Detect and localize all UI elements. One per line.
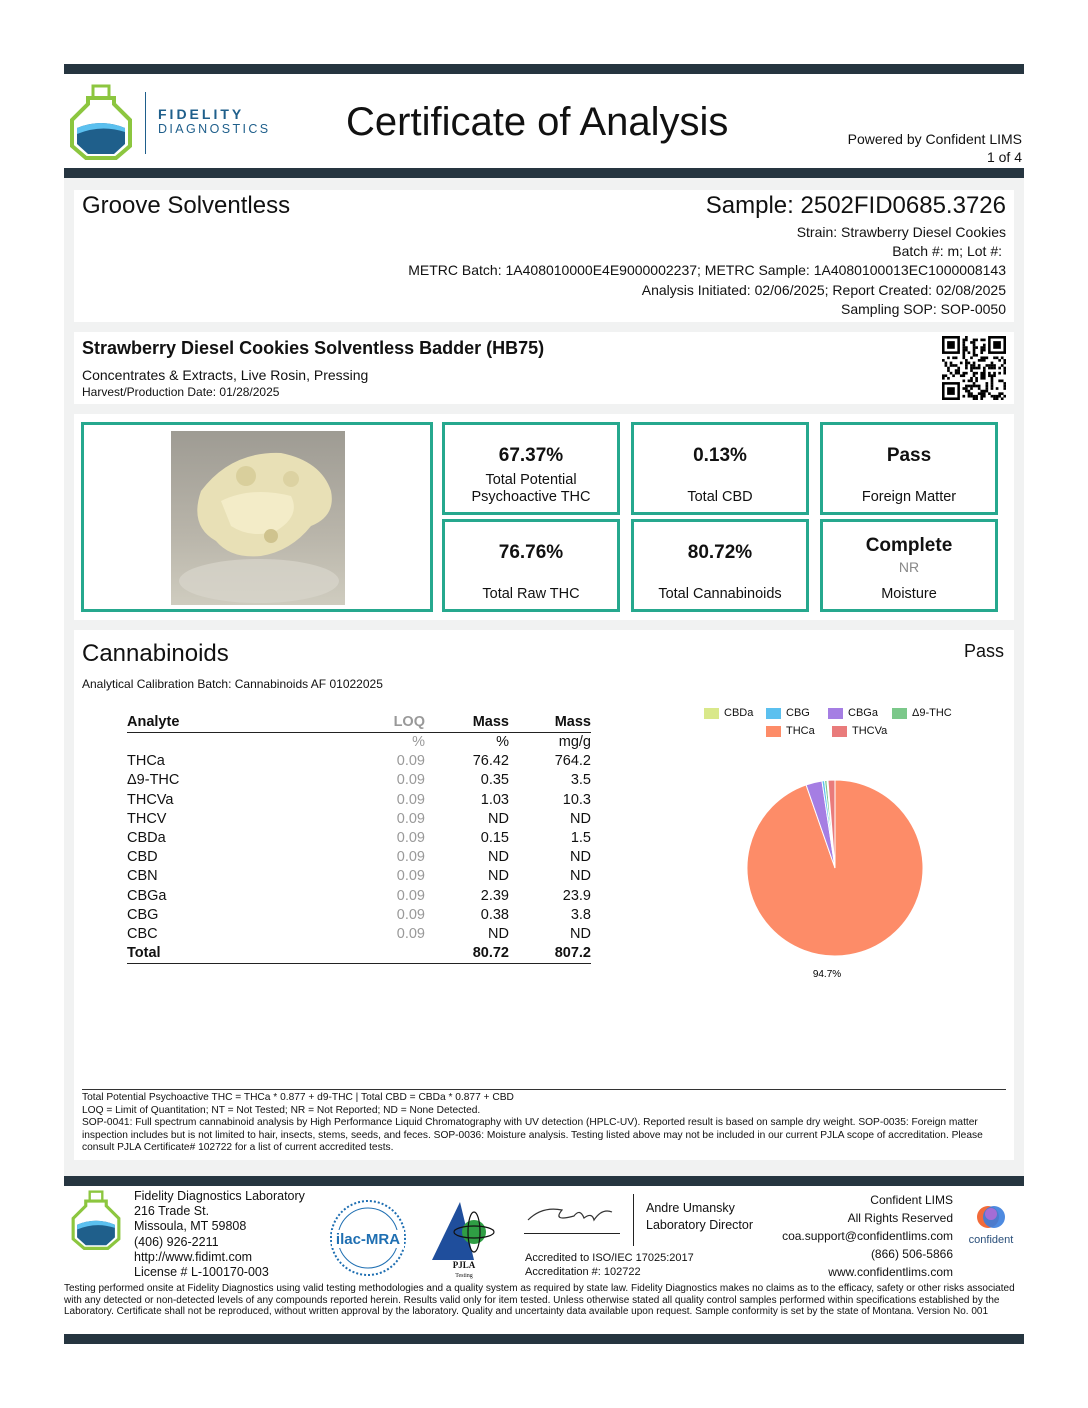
confident-logo: confident (962, 1202, 1020, 1250)
note-abbrev: LOQ = Limit of Quantitation; NT = Not Tested; NR = Not Reported; ND = None Detected. (82, 1104, 481, 1116)
logo-name: FIDELITY (158, 106, 245, 122)
summary-value: 76.76% (498, 542, 564, 563)
legend-swatch (704, 708, 719, 719)
col-loq: LOQ (327, 712, 425, 733)
ilac-mra-logo (328, 1198, 408, 1278)
director-name: Andre Umansky (646, 1201, 735, 1215)
director-divider (633, 1194, 634, 1246)
cannabinoid-pie-chart (740, 772, 932, 984)
footer-top-bar (64, 1176, 1024, 1186)
legend-label: CBGa (848, 707, 878, 719)
legend-swatch (828, 708, 843, 719)
legend-item (832, 725, 887, 737)
fidelity-logo (68, 84, 134, 160)
sampling-sop: Sampling SOP: SOP-0050 (841, 301, 1006, 317)
lab-website-link[interactable]: http://www.fidimt.com (134, 1249, 253, 1264)
legend-label: Δ9-THC (912, 707, 952, 719)
summary-value: 0.13% (693, 445, 747, 466)
summary-label: Total Potential Psychoactive THC (471, 472, 591, 505)
legend-item (766, 707, 810, 719)
confident-info: Confident LIMS All Rights Reserved coa.support@confidentlims.com (866) 506-5866 www.confidentlims.com (782, 1193, 953, 1279)
legend-label: THCVa (852, 725, 888, 737)
logo-divider (145, 92, 146, 154)
product-name: Strawberry Diesel Cookies Solventless Badder (HB75) (82, 338, 545, 358)
notes-rule (82, 1089, 1006, 1090)
cannabinoids-title: Cannabinoids (82, 640, 229, 667)
signature-line (524, 1233, 620, 1234)
header-bottom-bar (64, 168, 1024, 178)
analysis-dates: Analysis Initiated: 02/06/2025; Report Created: 02/08/2025 (641, 282, 1006, 298)
table-row: CBG 0.09 0.38 3.8 (127, 906, 591, 923)
cannabinoids-status: Pass (963, 641, 1004, 661)
legend-swatch (766, 726, 781, 737)
summary-panel (74, 414, 1014, 620)
summary-sub: NR (898, 559, 920, 575)
summary-tile-foreign-matter (820, 422, 998, 515)
table-row: CBDa 0.09 0.15 1.5 (127, 830, 591, 847)
summary-label: Moisture (881, 586, 937, 602)
total-row: Total 80.72 807.2 (127, 944, 591, 964)
note-formula: Total Potential Psychoactive THC = THCa * 0.877 + d9-THC | Total CBD = CBDa * 0.877 + CBD (82, 1092, 514, 1103)
product-category: Concentrates & Extracts, Live Rosin, Pressing (82, 367, 369, 383)
notes (82, 1092, 1006, 1155)
table-row: CBC 0.09 ND ND (127, 925, 591, 942)
table-row: Δ9-THC 0.09 0.35 3.5 (127, 772, 591, 789)
top-bar (64, 64, 1024, 74)
product-panel (74, 332, 1014, 404)
strain: Strain: Strawberry Diesel Cookies (796, 224, 1006, 240)
iso-accreditation: Accredited to ISO/IEC 17025:2017 (525, 1252, 694, 1264)
confident-website-link[interactable]: www.confidentlims.com (828, 1265, 953, 1279)
svg-text:PJLA: PJLA (452, 1260, 476, 1270)
svg-text:Testing: Testing (455, 1273, 473, 1279)
legend-item (766, 725, 815, 737)
legend-item (704, 707, 753, 719)
disclaimer: Testing performed onsite at Fidelity Diagnostics using valid testing methodologies and a quality system as required by state law. Fidelity Diagnostics makes no claims as to the efficacy, safety or other risks associated with any detected or non-detected levels of any compounds reported herein. Results valid only for item tested. Unless otherwise stated all quality control samples performed within specifications established by the Laboratory. Certificate shall not be reproduced, without written approval by the laboratory. Quality and uncertainty data available upon request. Sample conformity is set by the state of Montana. Version No. 001 (64, 1283, 1015, 1318)
col-mass-pct: Mass (425, 712, 509, 733)
powered-by: Powered by Confident LIMS (847, 131, 1022, 147)
legend-label: CBG (786, 707, 810, 719)
legend-item (828, 707, 878, 719)
summary-tile-thc (442, 422, 620, 515)
summary-value: Complete (865, 535, 953, 556)
product-photo-frame (81, 422, 433, 612)
table-row: CBGa 0.09 2.39 23.9 (127, 887, 591, 904)
table-row: CBN 0.09 ND ND (127, 868, 591, 885)
summary-tile-moisture (820, 519, 998, 612)
page-title: Certificate of Analysis (346, 100, 729, 144)
bottom-bar (64, 1334, 1024, 1344)
col-mass-mg: Mass (509, 712, 591, 733)
col-analyte: Analyte (127, 712, 327, 733)
note-methods: SOP-0041: Full spectrum cannabinoid analysis by High Performance Liquid Chromatography with UV detection (HPLC-UV). Reported result is based on sample dry weight. SOP-0035: Foreign matter inspection includes but is not limited to hair, insects, stems, seeds, and feces. SOP-0036: Moisture analysis. Testing listed above may not be included in our current PJLA scope of accreditation. Please consult PJLA Certificate# 102722 for a list of current accredited tests. (82, 1117, 983, 1153)
metrc-info: METRC Batch: 1A408010000E4E9000002237; METRC Sample: 1A4080100013EC1000008143 (408, 262, 1006, 278)
accreditation-number: Accreditation #: 102722 (525, 1266, 641, 1278)
table-row: THCVa 0.09 1.03 10.3 (127, 791, 591, 808)
summary-value: Pass (886, 445, 932, 466)
product-photo (171, 431, 345, 605)
qr-code[interactable] (942, 336, 1006, 400)
legend-swatch (892, 708, 907, 719)
logo-subname: DIAGNOSTICS (158, 122, 271, 136)
director-title: Laboratory Director (646, 1218, 753, 1232)
svg-text:ilac-MRA: ilac-MRA (335, 1231, 401, 1248)
client-name: Groove Solventless (82, 192, 291, 219)
legend-item (892, 707, 952, 719)
sample-id: Sample: 2502FID0685.3726 (705, 192, 1006, 219)
units-row: % % mg/g (412, 734, 591, 751)
table-row: CBD 0.09 ND ND (127, 849, 591, 866)
summary-label: Total Cannabinoids (658, 586, 782, 602)
page-number: 1 of 4 (986, 149, 1022, 165)
legend-label: THCa (786, 725, 815, 737)
table-header-row (127, 712, 591, 733)
summary-label: Total CBD (687, 489, 753, 505)
support-email-link[interactable]: coa.support@confidentlims.com (782, 1229, 953, 1243)
summary-value: 80.72% (687, 542, 753, 563)
cannabinoids-table (127, 712, 591, 964)
pjla-logo (426, 1198, 502, 1280)
summary-tile-total-cannabinoids (631, 519, 809, 612)
lab-address: Fidelity Diagnostics Laboratory 216 Trade St. Missoula, MT 59808 (406) 926-2211 http://www.fidimt.com License # L-100170-003 (134, 1189, 305, 1280)
pie-slice-label: 94.7% (812, 969, 842, 980)
summary-label: Foreign Matter (861, 489, 957, 505)
table-row: THCV 0.09 ND ND (127, 810, 591, 827)
legend-swatch (832, 726, 847, 737)
footer-logo (70, 1190, 122, 1250)
summary-tile-raw-thc (442, 519, 620, 612)
batch-lot: Batch #: m; Lot #: (892, 243, 1002, 259)
summary-tile-cbd (631, 422, 809, 515)
summary-label: Total Raw THC (482, 586, 580, 602)
table-row: THCa 0.09 76.42 764.2 (127, 753, 591, 770)
legend-label: CBDa (724, 707, 754, 719)
client-panel (74, 190, 1014, 322)
director-signature (522, 1198, 620, 1232)
harvest-date: Harvest/Production Date: 01/28/2025 (82, 385, 280, 399)
summary-value: 67.37% (498, 445, 564, 466)
calibration-batch: Analytical Calibration Batch: Cannabinoids AF 01022025 (82, 677, 383, 691)
legend-swatch (766, 708, 781, 719)
